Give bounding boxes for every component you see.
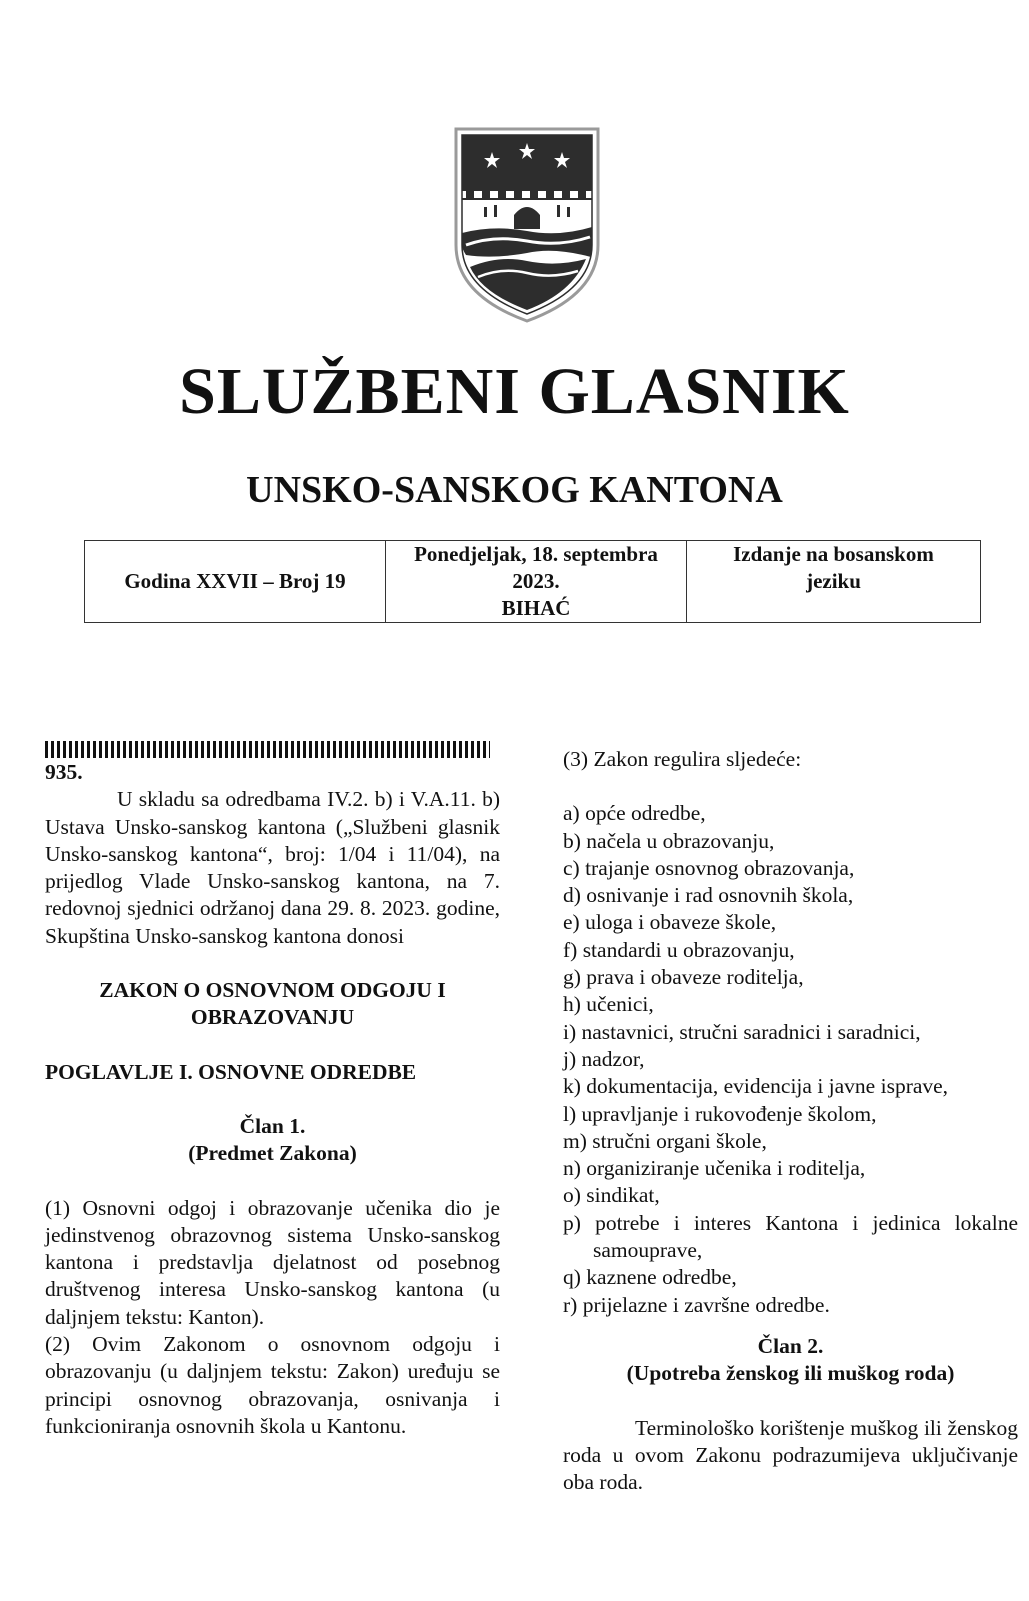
- list-item: h) učenici,: [563, 992, 654, 1017]
- intro-paragraph: U skladu sa odredbama IV.2. b) i V.A.11. b) Ustava Unsko-sanskog kantona („Službeni glasnik Unsko-sanskog kantona“, broj: 1/04 i 11/04), na prijedlog Vlade Unsko-sanskog kantona, na 7. redovnoj sjednici održanoj dana 29. 8. 2023. godine, Skupština Unsko-sanskog kantona donosi: [45, 787, 500, 948]
- edition-line-1: Izdanje na bosanskom: [733, 542, 934, 566]
- paragraph-3-intro: (3) Zakon regulira sljedeće:: [563, 747, 802, 771]
- list-item: c) trajanje osnovnog obrazovanja,: [563, 855, 855, 880]
- gazette-subtitle: UNSKO-SANSKOG KANTONA: [246, 469, 783, 511]
- law-title-line-2: OBRAZOVANJU: [190, 1005, 355, 1030]
- list-item: k) dokumentacija, evidencija i javne isprave,: [563, 1074, 949, 1099]
- date-line-2: 2023.: [512, 569, 560, 593]
- list-item: d) osnivanje i rad osnovnih škola,: [563, 883, 854, 908]
- list-item: n) organiziranje učenika i roditelja,: [563, 1156, 866, 1181]
- edition-language-cell: [687, 541, 981, 623]
- right-column: [563, 746, 1018, 1496]
- list-item: o) sindikat,: [563, 1183, 660, 1208]
- list-item: f) standardi u obrazovanju,: [563, 937, 795, 962]
- list-item: p) potrebe i interes Kantona i jedinica lokalne samouprave,: [563, 1210, 1018, 1263]
- city: BIHAĆ: [501, 596, 571, 620]
- edition-line-2: jeziku: [806, 569, 861, 593]
- paragraph-1: (1) Osnovni odgoj i obrazovanje učenika dio je jedinstvenog obrazovnog sistema Unsko-sanskog kantona i predstavlja djelatnost od posebnog društvenog interesa Unsko-sanskog kantona (u daljnjem tekstu: Kanton).: [45, 1195, 500, 1329]
- act-number: 935.: [45, 760, 83, 784]
- article-2-text: Terminološko korištenje muškog ili ženskog roda u ovom Zakonu podrazumijeva uključivanje oba roda.: [563, 1415, 1018, 1495]
- list-item: j) nadzor,: [563, 1046, 645, 1071]
- issue-date-cell: [386, 541, 687, 623]
- date-line-1: Ponedjeljak, 18. septembra: [414, 542, 658, 566]
- barcode-separator: [45, 741, 490, 758]
- list-item: q) kaznene odredbe,: [563, 1265, 737, 1290]
- list-item: b) načela u obrazovanju,: [563, 828, 775, 853]
- gazette-title: SLUŽBENI GLASNIK: [179, 355, 850, 428]
- issue-number-cell: [85, 541, 386, 623]
- list-item: r) prijelazne i završne odredbe.: [563, 1292, 830, 1317]
- paragraph-2: (2) Ovim Zakonom o osnovnom odgoju i obrazovanju (u daljnjem tekstu: Zakon) uređuju se principi osnovnog obrazovanja, osnivanja i funkcioniranja osnovnih škola u Kantonu.: [45, 1332, 500, 1438]
- year-issue: Godina XXVII – Broj 19: [124, 569, 346, 593]
- list-item: i) nastavnici, stručni saradnici i saradnici,: [563, 1019, 921, 1044]
- list-item: m) stručni organi škole,: [563, 1128, 767, 1153]
- list-item: e) uloga i obaveze škole,: [563, 910, 777, 935]
- left-column: [45, 741, 500, 1440]
- article-2-title: Član 2.: [757, 1333, 824, 1358]
- article-1-title: Član 1.: [239, 1113, 306, 1138]
- article-2-subtitle: (Upotreba ženskog ili muškog roda): [626, 1361, 955, 1386]
- chapter-heading: POGLAVLJE I. OSNOVNE ODREDBE: [45, 1059, 417, 1084]
- list-item: l) upravljanje i rukovođenje školom,: [563, 1101, 877, 1126]
- list-item: a) opće odredbe,: [563, 801, 706, 826]
- issue-info-table: [84, 540, 981, 623]
- law-title-line-1: ZAKON O OSNOVNOM ODGOJU I: [99, 978, 446, 1003]
- coat-of-arms-icon: [454, 127, 600, 323]
- article-1-subtitle: (Predmet Zakona): [188, 1141, 357, 1166]
- list-item: g) prava i obaveze roditelja,: [563, 965, 804, 990]
